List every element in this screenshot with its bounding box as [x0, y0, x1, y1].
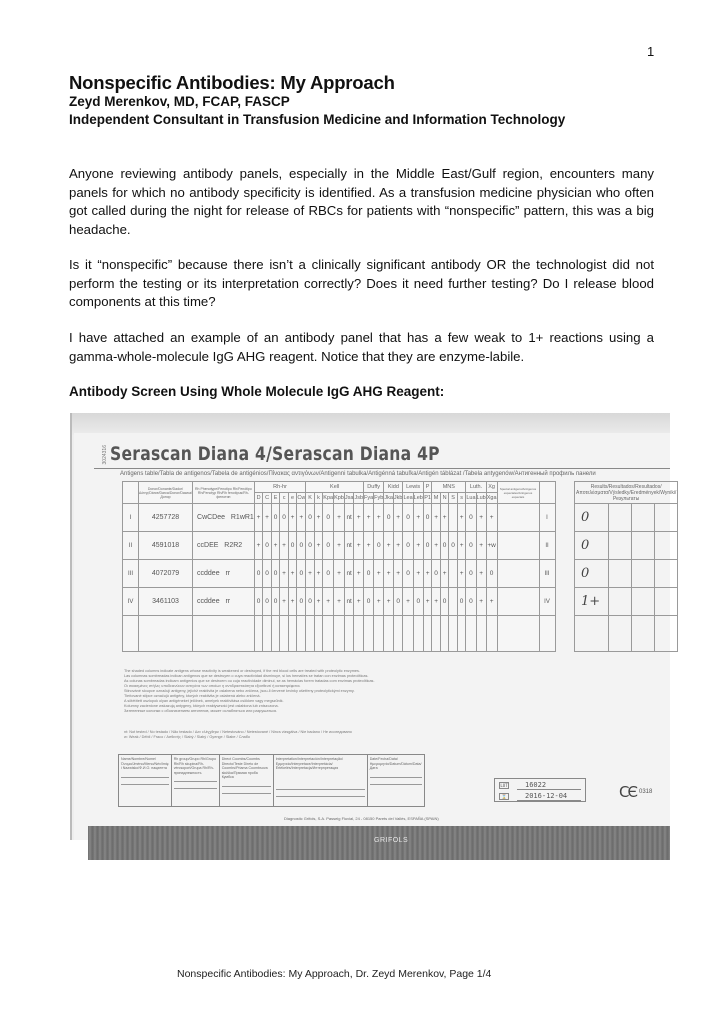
reaction-cell: 0	[271, 560, 280, 588]
antigen-Cw: Cw	[297, 493, 306, 504]
phenotype: ccddee rr	[193, 560, 255, 588]
antigen-k: k	[314, 493, 323, 504]
footnote: The shaded columns indicate antigens whose reactivity is weakened or destroyed, if the red blood cells are treated with proteolytic enzymes.	[124, 669, 360, 673]
reaction-cell: 0	[466, 532, 476, 560]
antigen-Leb: Leb	[413, 493, 423, 504]
reaction-cell: 0	[374, 532, 384, 560]
reaction-cell: +	[288, 588, 297, 616]
reaction-cell: +	[413, 532, 423, 560]
reaction-cell: +	[314, 588, 323, 616]
group-kell: Kell	[306, 482, 364, 493]
reaction-cell: nt	[344, 532, 354, 560]
reaction-cell: +	[423, 588, 432, 616]
reaction-cell: 0	[306, 588, 315, 616]
paragraph-questions: Is it “nonspecific” because there isn’t a clinically significant antibody OR the technologist did not perform the testing or its interpretation correctly? Does it need further testing? Do I release blood components at this time?	[69, 257, 654, 309]
antigen-Lea: Lea	[403, 493, 413, 504]
reaction-cell: 0	[254, 560, 263, 588]
footnote: Stinováné sloupce označují antigeny, jejichž reaktivita je oslabena nebo zničena, jsou-li červené krvinky ošetřeny proteolytickými enzymy.	[124, 689, 355, 693]
title-divider	[94, 468, 670, 469]
field-date: Date/Fecha/Data/Ημερομηνία/Datum/Dátum/Data/Дата	[367, 755, 424, 807]
field-direct-coombs: Direct Coombs/Coombs Directo/Teste Direto de Coombs/Priama Coombsova skúška/Прямая проба Кумбса	[219, 755, 273, 807]
reaction-cell: +	[476, 560, 486, 588]
reaction-cell: +	[486, 504, 497, 532]
donor-number: 4072079	[139, 560, 193, 588]
reaction-cell: +	[393, 560, 403, 588]
reaction-cell: +	[457, 504, 466, 532]
reaction-cell: +	[314, 504, 323, 532]
cell-number: I	[123, 504, 139, 532]
antigen-N: N	[440, 493, 449, 504]
reaction-cell: 0	[323, 560, 334, 588]
hourglass-icon: ⌛	[499, 793, 509, 800]
enzyme-footnotes	[124, 669, 524, 714]
cell-number-right: IV	[539, 588, 555, 616]
reaction-cell	[449, 560, 458, 588]
reaction-cell: +	[334, 504, 345, 532]
reaction-cell: 0	[423, 504, 432, 532]
result-row	[575, 504, 678, 532]
phenotype: CwCDee R1wR1	[193, 504, 255, 532]
reaction-cell: 0	[403, 532, 413, 560]
footnote: A sötétített oszlopok olyan antigéneket jelölnek, amelyek reaktivitása csökken vagy megszűnik.	[124, 699, 284, 703]
donor-number: 4591018	[139, 532, 193, 560]
reaction-cell: 0	[263, 560, 272, 588]
reaction-cell: +	[306, 560, 315, 588]
page-footer: Nonspecific Antibodies: My Approach, Dr. Zeyd Merenkov, Page 1/4	[177, 968, 492, 980]
reaction-cell: nt	[344, 560, 354, 588]
ce-number: 0318	[639, 789, 653, 795]
scan-paper	[74, 433, 677, 844]
group-lutheran: Luth.	[466, 482, 486, 493]
cell-number: II	[123, 532, 139, 560]
reaction-cell: 0	[323, 532, 334, 560]
antigen-Jsb: Jsb	[354, 493, 364, 504]
reaction-cell: +	[334, 532, 345, 560]
manufacturer-address: Diagnostic Grifols, S.A. Passeig Fluvial, 24 - 08150 Parets del Vallès, ESPAÑA (SPAIN)	[284, 816, 439, 821]
lot-expiry-box	[494, 778, 586, 802]
group-duffy: Duffy	[364, 482, 384, 493]
reaction-cell: 0	[271, 504, 280, 532]
reaction-cell: 0	[413, 588, 423, 616]
reaction-cell	[449, 504, 458, 532]
field-rh-group: Rh group/Grupo Rh/Grupo Rh/Rh skupina/Rh-vércsoport/Grupa Rh/Rh-принадлежность	[171, 755, 219, 807]
reaction-cell: +	[413, 560, 423, 588]
reaction-cell: 0	[403, 560, 413, 588]
reaction-cell: 0	[323, 504, 334, 532]
reaction-cell: nt	[344, 588, 354, 616]
reaction-cell: 0	[306, 504, 315, 532]
footnote: Οι σκιασμένες στήλες υποδεικνύουν αντιγόνα των οποίων η αντιδραστικότητα εξασθενεί ή καταστρέφεται.	[124, 684, 301, 688]
reaction-cell: 0	[466, 560, 476, 588]
antigen-M: M	[432, 493, 441, 504]
donor-number: 3461103	[139, 588, 193, 616]
reaction-cell: 0	[271, 588, 280, 616]
reaction-cell: +	[403, 588, 413, 616]
document-title: Nonspecific Antibodies: My Approach	[69, 72, 395, 93]
reaction-cell: 0	[466, 504, 476, 532]
reaction-cell: nt	[344, 504, 354, 532]
reaction-cell: +	[384, 588, 394, 616]
reaction-cell: +	[486, 588, 497, 616]
cell-number-right: II	[539, 532, 555, 560]
abbreviation-legend	[124, 730, 352, 740]
patient-cells-label	[123, 616, 139, 652]
reaction-cell: 0	[449, 532, 458, 560]
reaction-cell: +	[476, 532, 486, 560]
reaction-cell: +	[384, 560, 394, 588]
reaction-cell: +	[334, 560, 345, 588]
phenotype: ccddee rr	[193, 588, 255, 616]
result-row	[575, 560, 678, 588]
reaction-cell: +	[384, 532, 394, 560]
signature-table	[118, 754, 425, 807]
antigen-S: S	[449, 493, 458, 504]
panel-subtitle: Antigens table/Tabla de antigenos/Tabela de antigénios/Πίνακας αντιγόνων/Antigenni tabulka/Antigénná tabuľka/Antigén táblázat /Tabela antygenów/Антигенный профиль панели	[120, 471, 596, 477]
antigen-Kpb: Kpb	[334, 493, 345, 504]
special-antigens-cell	[497, 532, 539, 560]
brand-label: GRIFOLS	[374, 837, 409, 844]
antigen-s: s	[457, 493, 466, 504]
table-row	[123, 532, 556, 560]
reaction-cell: +	[288, 560, 297, 588]
page-number: 1	[647, 44, 655, 59]
reaction-cell: +	[476, 504, 486, 532]
reaction-cell: +	[374, 504, 384, 532]
paragraph-example: I have attached an example of an antibody panel that has a few weak to 1+ reactions using a gamma-whole-molecule IgG AHG reagent. Notice that they are enzyme-labile.	[69, 330, 654, 364]
field-interpretation: Interpretation/Interpretación/Interpretação/Ερμηνεία/Interpretace/Interpretácia/Értékelés/Interpretacja/Интерпретация	[273, 755, 367, 807]
antigen-E: E	[271, 493, 280, 504]
reaction-cell: 0	[423, 532, 432, 560]
special-antigens-cell	[497, 504, 539, 532]
reaction-cell: +	[334, 588, 345, 616]
reaction-cell: +	[297, 504, 306, 532]
reaction-cell: +	[323, 588, 334, 616]
antigen-C: C	[263, 493, 272, 504]
reaction-cell: 0	[306, 532, 315, 560]
cell-number-right: I	[539, 504, 555, 532]
reaction-cell: 0	[440, 532, 449, 560]
group-xg: Xg	[486, 482, 497, 493]
reaction-cell: +	[413, 504, 423, 532]
reaction-cell: +	[393, 532, 403, 560]
reaction-cell: 0	[440, 588, 449, 616]
reaction-cell: +	[393, 504, 403, 532]
reaction-cell: +	[476, 588, 486, 616]
reaction-cell: +	[432, 504, 441, 532]
reaction-cell: 0	[263, 588, 272, 616]
reaction-cell: 0	[466, 588, 476, 616]
reaction-cell: +	[354, 532, 364, 560]
donor-header: Donor/Donante/Dador/Δότης/Dárce/Darca/Donor/Dawca/Донор	[139, 482, 193, 504]
paragraph-intro: Anyone reviewing antibody panels, especially in the Middle East/Gulf region, encounters many panels for which no antibody specificity is identified. As a transfusion medicine physician who often got called during the night for release of RBCs for patients with “nonspecific” pattern, this was a big headache.	[69, 166, 654, 237]
table-row	[123, 588, 556, 616]
legend-nt: nt: Not tested / No testado / Não testado / Δεν ελέγχθηκε / Netestováno / Netestované / Nincs vizsgálva / Nie badano / Не исследовано	[124, 730, 352, 734]
footnote: As colunas sombreadas indicam antígenios que se destroem ou cuja reactividade diminui, se as hemácias forem tratadas com enzimas proteolíticas.	[124, 679, 375, 683]
reaction-cell: +	[288, 504, 297, 532]
handwritten-result: 0	[575, 504, 609, 532]
section-heading: Antibody Screen Using Whole Molecule IgG AHG Reagent:	[69, 384, 445, 399]
reaction-cell	[449, 588, 458, 616]
antigen-Fyb: Fyb	[374, 493, 384, 504]
antigen-Xga: Xga	[486, 493, 497, 504]
reaction-cell: 0	[288, 532, 297, 560]
reaction-cell: +w	[486, 532, 497, 560]
scanned-antibody-panel	[70, 413, 677, 844]
reaction-cell: +	[280, 532, 289, 560]
reaction-cell: +	[457, 532, 466, 560]
group-rh-hr: Rh-hr	[254, 482, 305, 493]
panel-title: Serascan Diana 4/Serascan Diana 4P	[110, 443, 440, 465]
reaction-cell: 0	[263, 532, 272, 560]
special-antigens-header: Special antigens/Antígenos especiales/Antígenos especiais	[497, 482, 539, 504]
result-row-patient	[575, 616, 678, 652]
author-line: Zeyd Merenkov, MD, FCAP, FASCP	[69, 94, 290, 109]
antigen-Jkb: Jkb	[393, 493, 403, 504]
results-header: Results/Resultados/Resultados/Αποτελέσματα/Výsledky/Eredmények/Wyniki/Результаты	[576, 483, 677, 502]
reaction-cell: +	[271, 532, 280, 560]
table-row	[123, 504, 556, 532]
footnote: Затененные колонки с обозначением антигенов, может ослабляться или разрушаться.	[124, 709, 278, 713]
result-row	[575, 532, 678, 560]
reaction-cell: +	[457, 560, 466, 588]
reaction-cell: +	[432, 532, 441, 560]
reaction-cell: +	[374, 588, 384, 616]
group-lewis: Lewis	[403, 482, 423, 493]
antigen-D: D	[254, 493, 263, 504]
footnote: Las columnas sombreadas indican antígenos que se destruyen o cuya reactividad disminuye, si los hematíes se tratan con enzimas proteolíticas.	[124, 674, 369, 678]
reaction-cell: 0	[384, 504, 394, 532]
antigen-table	[122, 481, 556, 652]
group-kidd: Kidd	[384, 482, 403, 493]
reaction-cell: +	[440, 504, 449, 532]
expiry-date: 2016-12-04	[517, 792, 581, 801]
antigen-Jsa: Jsa	[344, 493, 354, 504]
antigen-P1: P1	[423, 493, 432, 504]
antigen-Lub: Lub	[476, 493, 486, 504]
cell-number-right: III	[539, 560, 555, 588]
footnote: Tieňované stĺpce označujú antigény, ktorých reaktivita je oslabená alebo zničená.	[124, 694, 261, 698]
phenotype: ccDEE R2R2	[193, 532, 255, 560]
reaction-cell: +	[314, 560, 323, 588]
special-antigens-cell	[497, 588, 539, 616]
cell-number: IV	[123, 588, 139, 616]
reaction-cell: +	[432, 588, 441, 616]
reaction-cell: +	[280, 560, 289, 588]
antigen-e: e	[288, 493, 297, 504]
reaction-cell: 0	[457, 588, 466, 616]
reaction-cell: +	[354, 560, 364, 588]
reaction-cell: 0	[486, 560, 497, 588]
affiliation-line: Independent Consultant in Transfusion Medicine and Information Technology	[69, 112, 566, 127]
reaction-cell: 0	[403, 504, 413, 532]
table-row	[123, 560, 556, 588]
scan-shadow	[72, 413, 670, 435]
reaction-cell: 0	[364, 560, 374, 588]
results-table	[574, 481, 678, 652]
handwritten-result: 0	[575, 532, 609, 560]
antigen-Jka: Jka	[384, 493, 394, 504]
reaction-cell: +	[280, 588, 289, 616]
cell-no-header-right	[539, 482, 555, 504]
donor-number: 4257728	[139, 504, 193, 532]
reaction-cell: 0	[280, 504, 289, 532]
antigen-Fya: Fya	[364, 493, 374, 504]
reaction-cell: 0	[297, 560, 306, 588]
legend-w: w: Weak / Débil / Fraco / Ασθενής / Slabý / Slabý / Gyenge / Słabe / Слабо	[124, 735, 251, 739]
handwritten-result: 1+	[575, 588, 609, 616]
lot-number: 16022	[517, 781, 581, 790]
reaction-cell: +	[364, 504, 374, 532]
reaction-cell: 0	[254, 588, 263, 616]
ce-mark-icon: CЄ	[619, 783, 636, 801]
reaction-cell: +	[364, 532, 374, 560]
reaction-cell: +	[354, 588, 364, 616]
field-name: Name/Nombre/Nome/Όνομα/Jméno/Meno/Név/Imię i Nazwisko/Ф.И.О. пациента	[119, 755, 172, 807]
reaction-cell: +	[423, 560, 432, 588]
reaction-cell: +	[254, 532, 263, 560]
reaction-cell: +	[440, 560, 449, 588]
reaction-cell: +	[263, 504, 272, 532]
antigen-Kpa: Kpa	[323, 493, 334, 504]
cell-number: III	[123, 560, 139, 588]
antigen-c: c	[280, 493, 289, 504]
phenotype-header: Rh Phenotype/Fenotipo Rh/Fenótipo Rh/Fenotyp Rh/Rh fenotípus/Rh-фенотип	[193, 482, 255, 504]
cell-no-header	[123, 482, 139, 504]
reaction-cell: 0	[432, 560, 441, 588]
reaction-cell: 0	[297, 532, 306, 560]
reaction-cell: +	[314, 532, 323, 560]
reaction-cell: +	[354, 504, 364, 532]
scan-code: 3024316	[102, 445, 108, 465]
footnote: Kolumny zacienione wskazują antygeny, których reaktywność jest osłabiona lub zniszczona.	[124, 704, 279, 708]
special-antigens-cell	[497, 560, 539, 588]
reaction-cell: 0	[393, 588, 403, 616]
group-p: P	[423, 482, 432, 493]
group-mns: MNS	[432, 482, 466, 493]
result-row	[575, 588, 678, 616]
lot-icon: LOT	[500, 782, 508, 788]
antigen-K: K	[306, 493, 315, 504]
handwritten-result: 0	[575, 560, 609, 588]
reaction-cell: +	[374, 560, 384, 588]
patient-cells-row	[123, 616, 556, 652]
antigen-Lua: Lua	[466, 493, 476, 504]
reaction-cell: 0	[364, 588, 374, 616]
reaction-cell: +	[254, 504, 263, 532]
reaction-cell: 0	[297, 588, 306, 616]
